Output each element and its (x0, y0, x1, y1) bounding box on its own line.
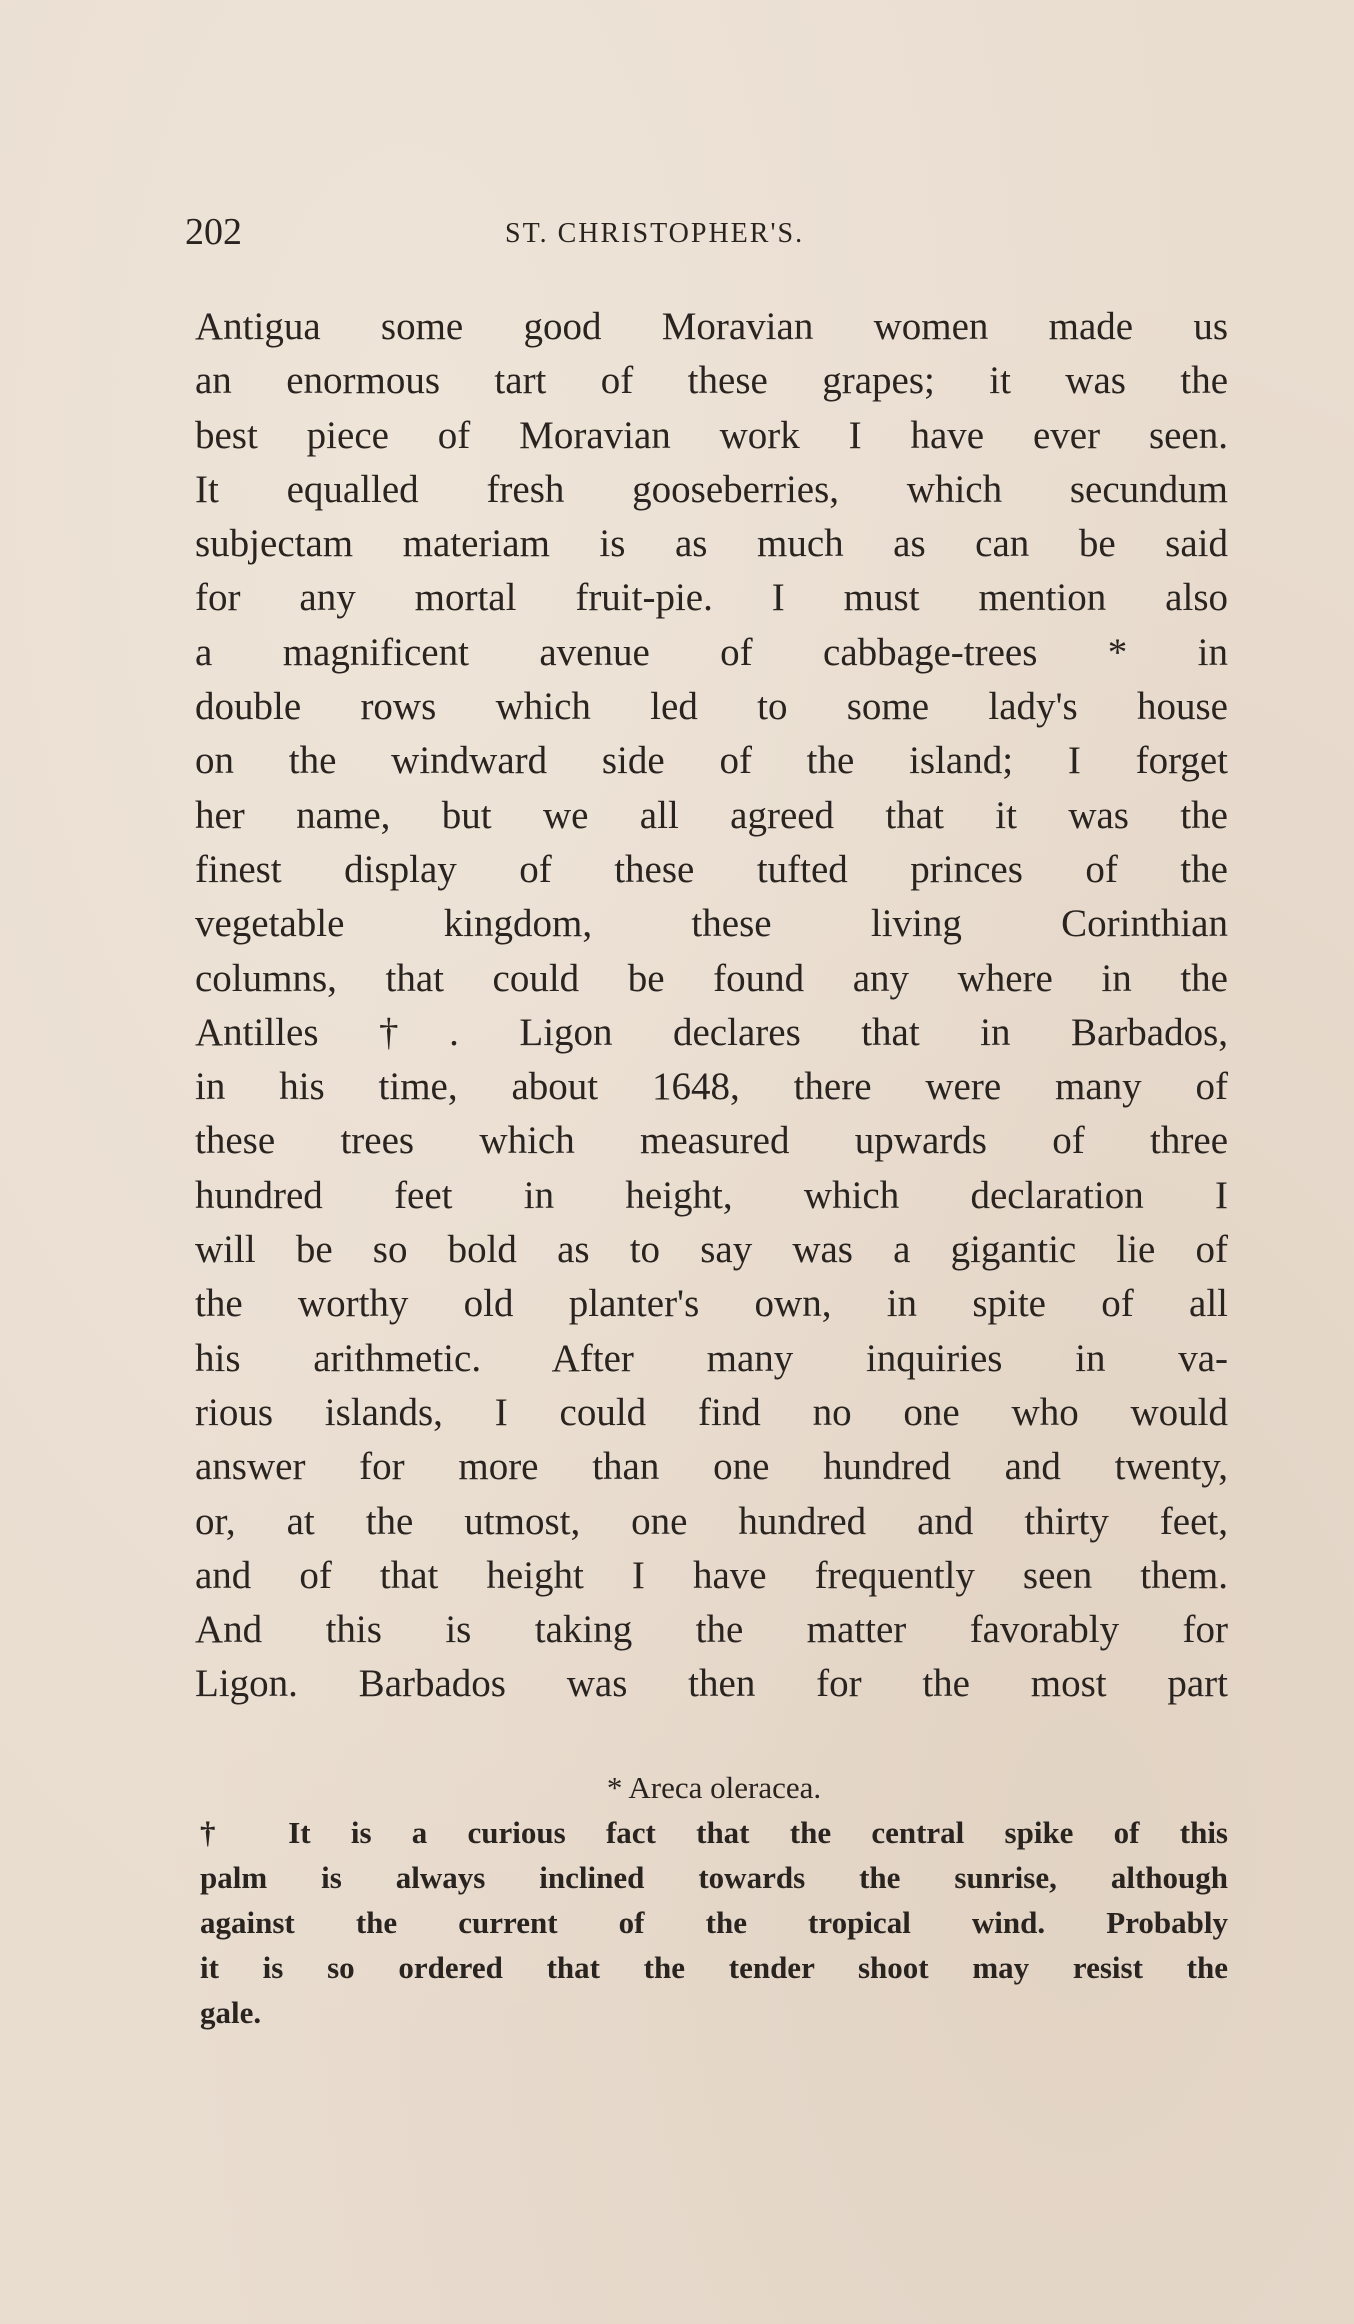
text-line: double rows which led to some lady's house (195, 685, 1228, 729)
text-line: his arithmetic. After many inquiries in va- (195, 1336, 1228, 1380)
text-line: these trees which measured upwards of three (195, 1119, 1228, 1163)
text-line: subjectam materiam is as much as can be said (195, 522, 1228, 566)
body-text (195, 300, 1228, 1712)
text-line: her name, but we all agreed that it was the (195, 793, 1228, 837)
text-line: best piece of Moravian work I have ever seen. (195, 413, 1228, 457)
text-line: vegetable kingdom, these living Corinthian (195, 902, 1228, 946)
footnote-line: gale. (200, 1995, 262, 2030)
text-line: the worthy old planter's own, in spite of all (195, 1282, 1228, 1326)
footnote-line: it is so ordered that the tender shoot may resist the (200, 1950, 1228, 1985)
text-line: Antilles †. Ligon declares that in Barbados, (195, 1010, 1228, 1054)
text-line: Ligon. Barbados was then for the most part (195, 1662, 1228, 1706)
footnotes (200, 1765, 1228, 2035)
running-title: ST. CHRISTOPHER'S. (505, 218, 805, 249)
text-line: It equalled fresh gooseberries, which secundum (195, 467, 1228, 511)
text-line: finest display of these tufted princes of the (195, 847, 1228, 891)
footnote-line: palm is always inclined towards the sunrise, although (200, 1860, 1228, 1895)
text-line: Antigua some good Moravian women made us (195, 305, 1228, 348)
text-line: And this is taking the matter favorably for (195, 1608, 1228, 1652)
text-line: in his time, about 1648, there were many of (195, 1065, 1228, 1109)
text-line: hundred feet in height, which declaration I (195, 1173, 1228, 1217)
text-line: on the windward side of the island; I forget (195, 739, 1228, 783)
footnote-line: against the current of the tropical wind. Probably (200, 1905, 1228, 1940)
footnote-line: † It is a curious fact that the central spike of this (200, 1815, 1228, 1850)
text-line: columns, that could be found any where in the (195, 956, 1228, 1000)
text-line: and of that height I have frequently seen them. (195, 1553, 1228, 1597)
text-line: an enormous tart of these grapes; it was the (195, 359, 1228, 403)
text-line: will be so bold as to say was a gigantic lie of (195, 1228, 1228, 1272)
page-header (185, 210, 1230, 260)
page-number: 202 (185, 211, 242, 253)
text-line: answer for more than one hundred and twenty, (195, 1445, 1228, 1489)
text-line: or, at the utmost, one hundred and thirty feet, (195, 1499, 1228, 1543)
text-line: a magnificent avenue of cabbage-trees * in (195, 630, 1228, 674)
footnote-line: * Areca oleracea. (606, 1770, 822, 1805)
text-line: for any mortal fruit-pie. I must mention also (195, 576, 1228, 620)
text-line: rious islands, I could find no one who would (195, 1390, 1228, 1434)
